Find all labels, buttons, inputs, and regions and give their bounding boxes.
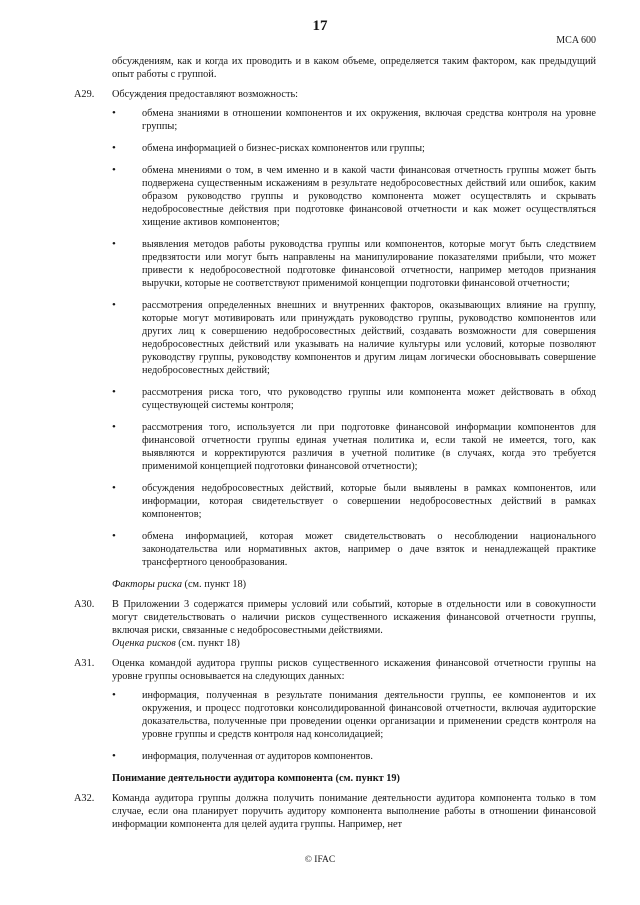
- bullet-icon: •: [112, 107, 116, 119]
- list-item: [112, 386, 596, 412]
- bullet-icon: •: [112, 386, 116, 398]
- list-item-text: обмена информацией, которая может свидетельствовать о несоблюдении национального законодательства или нормативных актов, например о даче взяток и ненадлежащей практике трансфертного ценообразования.: [142, 531, 596, 568]
- bullet-icon: •: [112, 238, 116, 250]
- intro-paragraph: обсуждениям, как и когда их проводить и в каком объеме, определяется таким фактором, как предыдущий опыт работы с группой.: [112, 56, 596, 80]
- heading-italic: Оценка рисков: [112, 638, 176, 649]
- list-item: [112, 482, 596, 521]
- list-item: [112, 421, 596, 473]
- list-item-text: информация, полученная от аудиторов компонентов.: [142, 751, 373, 762]
- section-heading-component-auditor: Понимание деятельности аудитора компонента (см. пункт 19): [112, 773, 400, 784]
- list-item: [112, 750, 596, 763]
- heading-reference: (см. пункт 18): [175, 638, 240, 649]
- paragraph-number: A29.: [74, 89, 95, 100]
- paragraph-a31: [74, 657, 596, 763]
- heading-reference: (см. пункт 18): [181, 579, 247, 590]
- list-item-text: обмена мнениями о том, в чем именно и в какой части финансовая отчетность группы может быть подвержена существенным искажениям в результате недобросовестных действий или ошибок, каким образом руководство группы и руководство компонента может осуществлять и скрывать недобросовестные действия при подготовке финансовой отчетности и как может осуществляться хищение активов компонентов;: [142, 165, 596, 228]
- bullet-icon: •: [112, 142, 116, 154]
- bullet-icon: •: [112, 689, 116, 701]
- paragraph-number: A31.: [74, 658, 95, 669]
- paragraph-a29: [74, 88, 596, 569]
- bullet-list: [112, 107, 596, 569]
- paragraph-a32: [74, 792, 596, 831]
- paragraph-text: Обсуждения предоставляют возможность:: [112, 89, 299, 100]
- list-item: [112, 107, 596, 133]
- list-item: [112, 164, 596, 229]
- bullet-icon: •: [112, 164, 116, 176]
- document-code: MCA 600: [556, 35, 596, 46]
- list-item: [112, 689, 596, 741]
- page-content: [74, 55, 596, 831]
- paragraph-text: Оценка командой аудитора группы рисков существенного искажения финансовой отчетности группы на уровне группы основывается на следующих данных:: [112, 658, 596, 682]
- section-heading-risk-assessment: [112, 637, 596, 650]
- bullet-icon: •: [112, 421, 116, 433]
- bullet-icon: •: [112, 750, 116, 762]
- list-item-text: обмена информацией о бизнес-рисках компонентов или группы;: [142, 143, 425, 154]
- paragraph-number: A30.: [74, 599, 95, 610]
- bullet-list: [112, 689, 596, 763]
- bullet-icon: •: [112, 299, 116, 311]
- bullet-icon: •: [112, 482, 116, 494]
- list-item: [112, 238, 596, 290]
- list-item-text: информация, полученная в результате понимания деятельности группы, ее компонентов и их окружения, и процесс подготовки консолидированной финансовой отчетности, включая аудиторские доказательства, полученные при проведении оценки организации и применении средств контроля на уровне группы и средств контроля над консолидацией;: [142, 690, 596, 740]
- list-item-text: рассмотрения риска того, что руководство группы или компонента может действовать в обход существующей системы контроля;: [142, 387, 596, 411]
- heading-italic: Факторы риска: [112, 579, 182, 590]
- page-footer: © IFAC: [304, 855, 336, 865]
- list-item-text: обмена знаниями в отношении компонентов и их окружения, включая средства контроля на уровне группы;: [142, 108, 596, 132]
- list-item-text: обсуждения недобросовестных действий, которые были выявлены в рамках компонентов, или информации, которая свидетельствует о совершении недобросовестных действий в рамках компонентов;: [142, 483, 596, 520]
- page-number: 17: [312, 18, 328, 34]
- list-item: [112, 142, 596, 155]
- list-item: [112, 530, 596, 569]
- bullet-icon: •: [112, 530, 116, 542]
- paragraph-text: Команда аудитора группы должна получить понимание деятельности аудитора компонента только в том случае, если она планирует поручить аудитору компонента выполнение работы в отношении финансовой информации компонента для целей аудита группы. Например, нет: [112, 793, 596, 830]
- paragraph-a30: [74, 598, 596, 637]
- list-item: [112, 299, 596, 377]
- section-heading-risk-factors: [112, 578, 596, 591]
- list-item-text: рассмотрения того, используется ли при подготовке финансовой информации компонентов для финансовой отчетности группы единая учетная политика и, если такой не имеется, того, как выявляются и корректируются различия в учетной политике (в случаях, когда это требуется применимой концепцией подготовки финансовой отчетности);: [142, 422, 596, 472]
- list-item-text: рассмотрения определенных внешних и внутренних факторов, оказывающих влияние на группу, которые могут мотивировать или принуждать руководство группы, руководство компонентов или других лиц к совершению недобросовестных действий, создавать возможности для совершения недобросовестных действий или указывать на наличие культуры или условий, которые позволяют руководству группы, руководству компонентов и другим лицам логически обосновывать совершение недобросовестных действий;: [142, 300, 596, 376]
- paragraph-text: В Приложении 3 содержатся примеры условий или событий, которые в отдельности или в совокупности могут свидетельствовать о наличии рисков существенного искажения финансовой отчетности группы, включая риски, связанные с недобросовестными действиями.: [112, 599, 596, 636]
- paragraph-number: A32.: [74, 793, 95, 804]
- list-item-text: выявления методов работы руководства группы или компонентов, которые могут быть следствием предвзятости или могут быть направлены на манипулирование показателями прибыли, что может привести к недобросовестной подготовке финансовой отчетности, например методов признания выручки, которые не соответствуют применимой концепции подготовки финансовой отчетности;: [142, 239, 596, 289]
